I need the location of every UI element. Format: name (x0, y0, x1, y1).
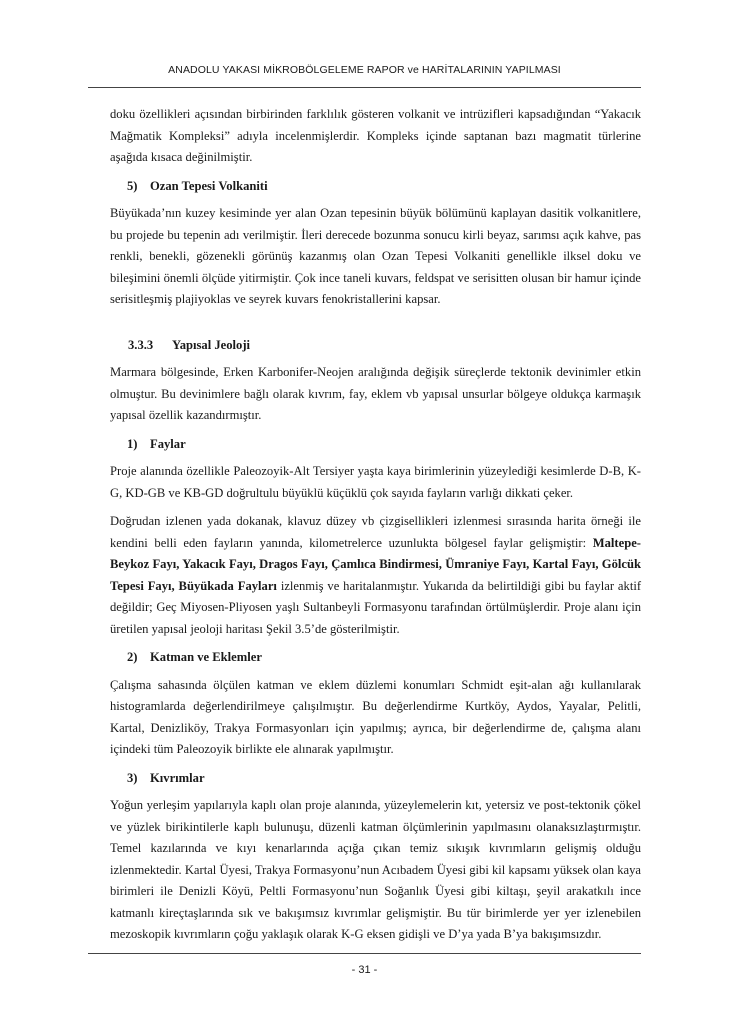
yapisal-paragraph: Marmara bölgesinde, Erken Karbonifer-Neojen aralığında değişik süreçlerde tektonik devinimler etkin olmuştur. Bu devinimlere bağlı olarak kıvrım, fay, eklem vb yapısal unsurlar bölgeye oldukça karmaşık yapısal özellik kazandırmıştır. (110, 365, 641, 422)
heading-number: 5) (127, 178, 138, 193)
heading-kivrimlar (110, 768, 641, 790)
heading-ozan-tepesi (110, 176, 641, 198)
heading-number: 3) (127, 770, 138, 785)
heading-katman-eklemler (110, 647, 641, 669)
footer-divider (88, 953, 641, 954)
fault-names: Maltepe-Beykoz Fayı, Yakacık Fayı, Dragos Fayı, Çamlıca Bindirmesi, Ümraniye Fayı, Kartal Fayı, Gölcük Tepesi Fayı, Büyükada Fayları (110, 535, 641, 593)
intro-paragraph: doku özellikleri açısından birbirinden farklılık gösteren volkanit ve intrüzifleri kapsadığından “Yakacık Mağmatik Kompleksi” adıyla incelenmişlerdir. Kompleks içinde saptanan bazı magmatit türlerine aşağıda kısaca değinilmiştir. (110, 107, 641, 164)
heading-number: 2) (127, 650, 138, 664)
heading-title: Ozan Tepesi Volkaniti (150, 178, 268, 193)
ozan-paragraph: Büyükada’nın kuzey kesiminde yer alan Ozan tepesinin büyük bölümünü kaplayan dasitik volkanitlere, bu projede bu tepenin adı verilmiştir. İleri derecede bozunma sonucu kirli beyaz, sarımsı açık kahve, pas renkli, benekli, gözenekli görünüş kazanmış olan Ozan Tepesi Volkaniti genellikle ilksel doku ve bileşimini önemli ölçüde yitirmiştir. Çok ince taneli kuvars, feldspat ve serisitten olusan bir hamur içinde serisitleşmiş plajiyoklas ve seyrek kuvars fenokristallerini kapsar. (110, 206, 641, 306)
faylar-tail-text: izlenmiş ve haritalanmıştır. Yukarıda da belirtildiği gibi bu faylar aktif değildir; Geç Miyosen-Pliyosen yaşlı Sultanbeyli Formasyonu tarafından örtülmüşlerdir. Proje alanı için üretilen yapısal jeoloji haritası Şekil 3.5’de gösterilmiştir. (110, 578, 642, 636)
heading-title: Katman ve Eklemler (150, 650, 262, 664)
faylar-paragraph-1: Proje alanında özellikle Paleozoyik-Alt Tersiyer yaşta kaya birimlerinin yüzeylediği kesimlerde D-B, K-G, KD-GB ve KB-GD doğrultulu büyüklü küçüklü çok sayıda fayların varlığı dikkati çeker. (110, 464, 641, 500)
heading-title: Faylar (150, 436, 186, 451)
heading-number: 1) (127, 436, 138, 451)
document-body (110, 104, 641, 953)
faylar-lead-text: Doğrudan izlenen yada dokanak, klavuz düzey vb çizgisellikleri izlenmesi sırasında harita örneği ile kendini belli eden fayların yanında, kilometrelerce uzunlukta bölgesel faylar gelişmiştir: (110, 514, 641, 550)
kivrimlar-paragraph: Yoğun yerleşim yapılarıyla kaplı olan proje alanında, yüzeylemelerin kıt, yetersiz ve post-tektonik çökel ve yüzlek birikintilerle kaplı bulunuşu, düzenli katman ölçümlerinin yapılmasını olanaksızlaştırmıştır. Temel kazılarında ve kıyı kenarlarında açığa çıkan temiz sıkışık kıvrımların gelişmiş olduğu izlenmektedir. Kartal Üyesi, Trakya Formasyonu’nun Acıbadem Üyesi gibi kil kapsamı yüksek olan kaya birimleri ile Denizli Köyü, Peltli Formasyonu’nun Soğanlık Üyesi gibi kiltaşı, şeyil arakatkılı ince katmanlı kireçtaşlarında sık ve bakışımsız kıvrımlar gelişmiştir. Bu tür birimlerde yer yer izlenebilen mezoskopik kıvrımların çoğu yaklaşık olarak K-G eksen gidişli ve D’ya yada B’ya bakışımsızdır. (110, 798, 641, 941)
section-number: 3.3.3 (128, 337, 154, 352)
section-title: Yapısal Jeoloji (172, 337, 251, 352)
katman-paragraph: Çalışma sahasında ölçülen katman ve eklem düzlemi konumları Schmidt eşit-alan ağı kullanılarak histogramlarda değerlendirilmeye çalışılmıştır. Bu değerlendirme Kurtköy, Aydos, Yayalar, Pelitli, Kartal, Denizliköy, Trakya Formasyonları için yapılmış; ayrıca, bir değerlendirme de, çalışma alanı içindeki tüm Paleozoyik birlikte ele alınarak yapılmıştır. (110, 677, 641, 756)
section-heading-yapisal-jeoloji (110, 335, 641, 357)
page-number: - 31 - (351, 964, 378, 976)
header-divider (88, 87, 641, 88)
running-header: ANADOLU YAKASI MİKROBÖLGELEME RAPOR ve HARİTALARININ YAPILMASI (168, 64, 561, 76)
heading-faylar (110, 434, 641, 456)
faylar-paragraph-2 (110, 511, 641, 640)
heading-title: Kıvrımlar (150, 770, 205, 785)
